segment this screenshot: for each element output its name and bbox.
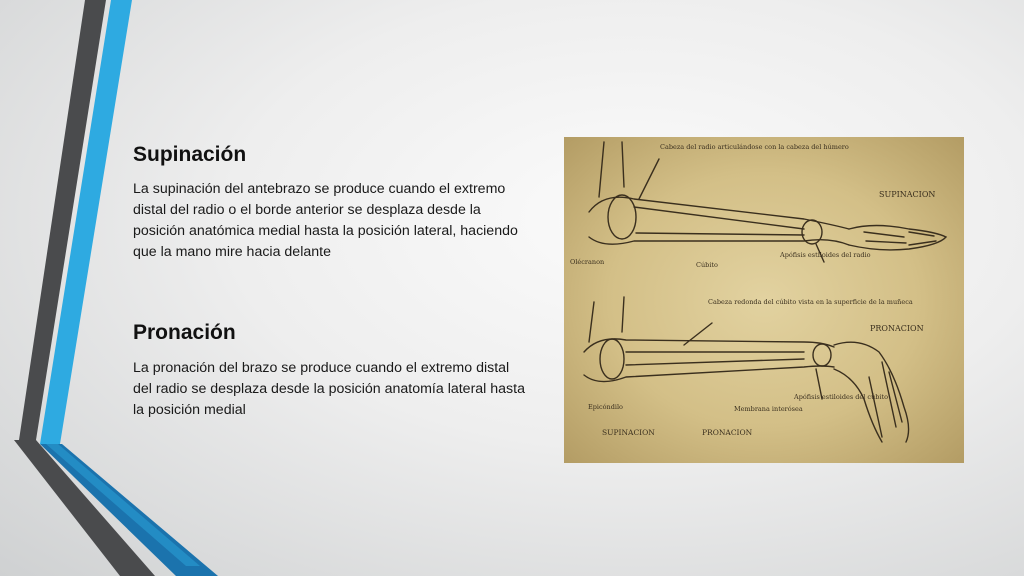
olecranon-label: Olécranon <box>570 258 605 266</box>
ulna-head-label: Cabeza redonda del cúbito vista en la superficie de la muñeca <box>708 298 913 306</box>
supination-figure-title: SUPINACION <box>879 190 936 199</box>
supination-text: La supinación del antebrazo se produce cuando el extremo distal del radio o el borde anterior se desplaza desde la posición anatómica medial hasta la posición lateral, haciendo que la mano mire hacia delante <box>133 181 518 260</box>
pronation-title: Pronación <box>133 321 236 344</box>
forearm-drawing <box>564 137 964 463</box>
radius-head-label: Cabeza del radio articulándose con la cabeza del húmero <box>660 143 849 151</box>
ulna-styloid-label: Apófisis estiloides del cúbito <box>794 393 889 401</box>
supination-caption: SUPINACION <box>602 428 655 437</box>
radius-styloid-label: Apófisis estiloides del radio <box>780 251 871 259</box>
supination-title: Supinación <box>133 143 247 166</box>
left-stripes-decoration <box>0 0 230 576</box>
forearm-illustration <box>564 137 964 463</box>
ulna-label: Cúbito <box>696 261 718 269</box>
interosseous-membrane-label: Membrana interósea <box>734 405 803 413</box>
pronation-caption: PRONACION <box>702 428 753 437</box>
pronation-text: La pronación del brazo se produce cuando el extremo distal del radio se desplaza desde la posición anatomía lateral hasta la posición medial <box>133 360 525 418</box>
epicondyle-label: Epicóndilo <box>588 403 623 411</box>
pronation-figure-title: PRONACION <box>870 324 924 333</box>
